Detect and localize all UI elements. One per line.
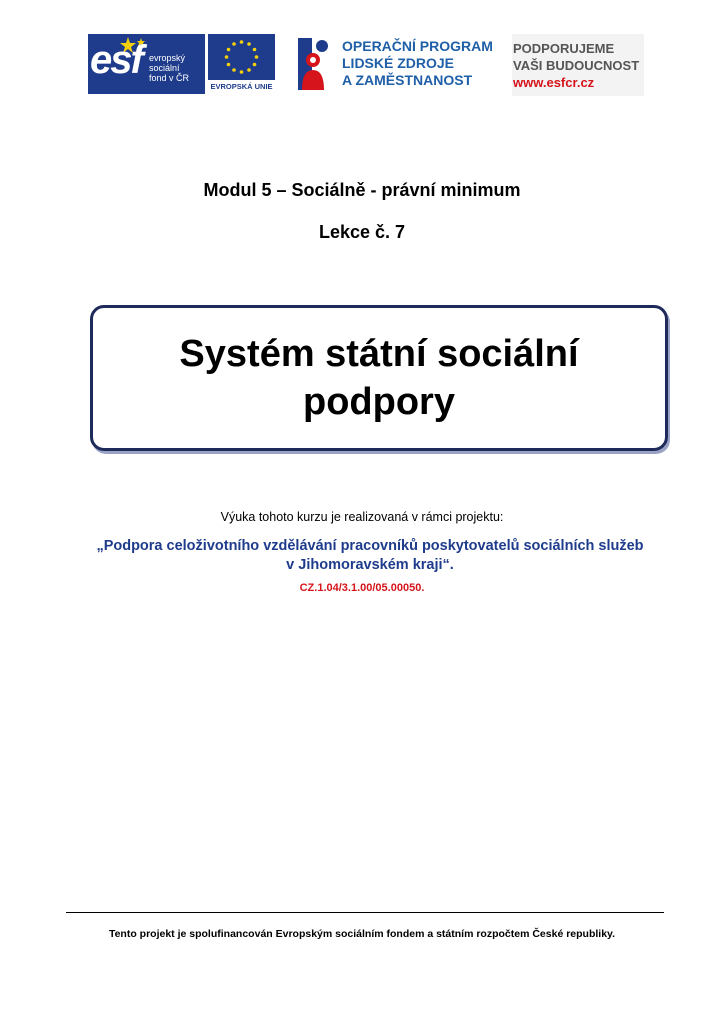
esf-caption-line1: evropský [149,53,186,63]
esf-caption-line2: sociální [149,63,180,73]
title-line1: Systém státní sociální [179,333,579,375]
op-logo-icon [296,34,332,94]
intro-text: Výuka tohoto kurzu je realizovaná v rámci projektu: [220,510,504,524]
footer-text: Tento projekt je spolufinancován Evropským sociálním fondem a státním rozpočtem České republiky. [108,928,616,940]
op-line3: A ZAMĚSTNANOST [342,72,473,88]
page-title [179,330,578,426]
support-text [513,40,639,91]
esf-caption [149,53,189,83]
support-logo [512,34,644,96]
project-name [80,537,660,575]
footer-divider [66,912,664,913]
op-logo-text [342,38,493,89]
module-heading: Modul 5 – Sociálně - právní minimum [203,180,521,200]
esf-letters: esf [90,38,142,82]
title-box [90,305,668,451]
op-line2: LIDSKÉ ZDROJE [342,55,455,71]
title-line2: podpory [303,381,455,423]
esf-caption-line3: fond v ČR [149,73,190,83]
logo-bar [88,34,644,96]
esf-logo [88,34,205,94]
support-line2: VAŠI BUDOUCNOST [513,58,640,73]
eu-caption: EVROPSKÁ UNIE [210,82,273,91]
eu-flag-icon [208,34,275,80]
support-line1: PODPORUJEME [513,41,615,56]
project-code: CZ.1.04/3.1.00/05.00050. [299,582,425,594]
project-name-line2: v Jihomoravském kraji“. [286,557,454,573]
lesson-heading: Lekce č. 7 [318,222,406,242]
op-line1: OPERAČNÍ PROGRAM [342,38,493,54]
project-name-line1: „Podpora celoživotního vzdělávání pracovníků poskytovatelů sociálních služeb [96,538,644,554]
support-url: www.esfcr.cz [513,75,595,90]
eu-logo [208,34,275,94]
